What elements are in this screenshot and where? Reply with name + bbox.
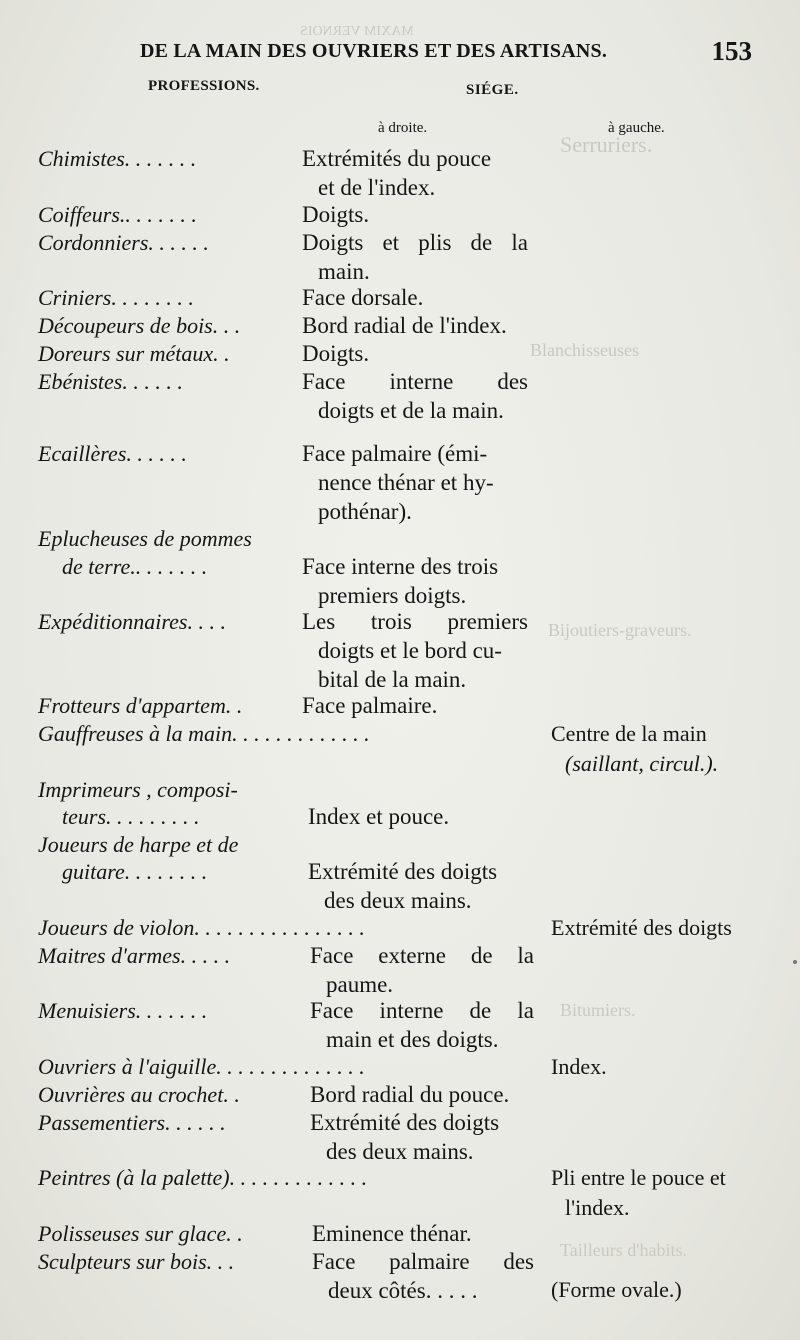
siege-droite: Face externe de la paume. — [310, 943, 534, 997]
siege-gauche: Extrémité des doigts — [551, 915, 732, 940]
profession-name: Ouvriers à l'aiguille. . . . . . . . . . . . . . — [38, 1054, 365, 1079]
ink-speck — [793, 960, 797, 964]
profession-name: Criniers. . . . . . . . — [38, 285, 194, 310]
siege-droite: Extrémités du pouce et de l'index. — [302, 146, 492, 200]
siege-droite: Eminence thénar. — [312, 1221, 472, 1246]
profession-name: Expéditionnaires. . . . — [38, 609, 226, 634]
siege-droite: Face palmaire (émi- nence thénar et hy- pothénar). — [302, 441, 494, 524]
profession-name: Imprimeurs , composi- — [38, 777, 238, 802]
siege-droite: Extrémité des doigts des deux mains. — [308, 859, 498, 913]
profession-name: Découpeurs de bois. . . — [38, 313, 241, 338]
siege-droite: Face palmaire des deux côtés. . . . . — [312, 1249, 534, 1303]
profession-name: Passementiers. . . . . . — [38, 1110, 226, 1135]
profession-name: Maitres d'armes. . . . . — [38, 943, 231, 968]
show-through-text: Blanchisseuses — [530, 340, 639, 360]
profession-name: guitare. . . . . . . . — [62, 859, 208, 884]
show-through-text: Bijoutiers-graveurs. — [548, 620, 692, 640]
siege-droite: Doigts. — [302, 202, 370, 227]
column-headers — [0, 78, 800, 148]
show-through-text: Serruriers. — [560, 132, 653, 157]
column-header-a-gauche: à gauche. — [608, 120, 665, 136]
siege-gauche: Centre de la main (saillant, circul.). — [551, 721, 719, 776]
siege-droite: Les trois premiers doigts et le bord cu- bital de la main. — [302, 609, 528, 692]
profession-name: Coiffeurs.. . . . . . . — [38, 202, 197, 227]
profession-name: de terre.. . . . . . . — [62, 554, 208, 579]
profession-name: Peintres (à la palette). . . . . . . . . . . . . — [38, 1165, 368, 1190]
profession-name: Joueurs de harpe et de — [38, 832, 239, 857]
column-header-professions: PROFESSIONS. — [148, 78, 260, 94]
page-number: 153 — [711, 36, 752, 66]
page-header — [0, 38, 800, 68]
show-through-text: Bitumiers. — [560, 1000, 636, 1020]
siege-droite: Doigts et plis de la main. — [302, 230, 528, 284]
siege-droite: Face interne de la main et des doigts. — [310, 998, 534, 1052]
siege-droite: Index et pouce. — [308, 804, 450, 829]
column-header-a-droite: à droite. — [378, 120, 428, 136]
profession-name: Eplucheuses de pommes — [38, 526, 252, 551]
profession-name: Frotteurs d'appartem. . — [38, 693, 243, 718]
siege-droite: Face dorsale. — [302, 285, 424, 310]
siege-droite: Bord radial du pouce. — [310, 1082, 510, 1107]
siege-droite: Doigts. — [302, 341, 370, 366]
running-title: DE LA MAIN DES OUVRIERS ET DES ARTISANS. — [140, 40, 608, 62]
profession-name: Chimistes. . . . . . . — [38, 146, 197, 171]
profession-name: Cordonniers. . . . . . — [38, 230, 209, 255]
profession-name: Joueurs de violon. . . . . . . . . . . . . . . . — [38, 915, 365, 940]
siege-gauche: Pli entre le pouce et l'index. — [551, 1165, 726, 1220]
siege-droite: Face palmaire. — [302, 693, 438, 718]
column-header-siege: SIÉGE. — [466, 82, 519, 98]
profession-name: teurs. . . . . . . . . — [62, 804, 200, 829]
siege-gauche: (Forme ovale.) — [551, 1277, 682, 1302]
siege-droite: Face interne des trois premiers doigts. — [302, 554, 499, 608]
profession-name: Sculpteurs sur bois. . . — [38, 1249, 235, 1274]
profession-name: Polisseuses sur glace. . — [38, 1221, 243, 1246]
profession-name: Ecaillères. . . . . . — [38, 441, 187, 466]
siege-gauche: Index. — [551, 1054, 607, 1079]
profession-name: Ebénistes. . . . . . — [38, 369, 183, 394]
show-through-text: Tailleurs d'habits. — [560, 1240, 687, 1260]
siege-droite: Extrémité des doigts des deux mains. — [310, 1110, 500, 1164]
profession-name: Gauffreuses à la main. . . . . . . . . . . . . — [38, 721, 370, 746]
profession-name: Menuisiers. . . . . . . — [38, 998, 208, 1023]
show-through-text: MAXIM VERNOIS — [300, 24, 414, 39]
siege-droite: Bord radial de l'index. — [302, 313, 507, 338]
profession-name: Ouvrières au crochet. . — [38, 1082, 240, 1107]
profession-name: Doreurs sur métaux. . — [38, 341, 230, 366]
siege-droite: Face interne des doigts et de la main. — [302, 369, 528, 423]
